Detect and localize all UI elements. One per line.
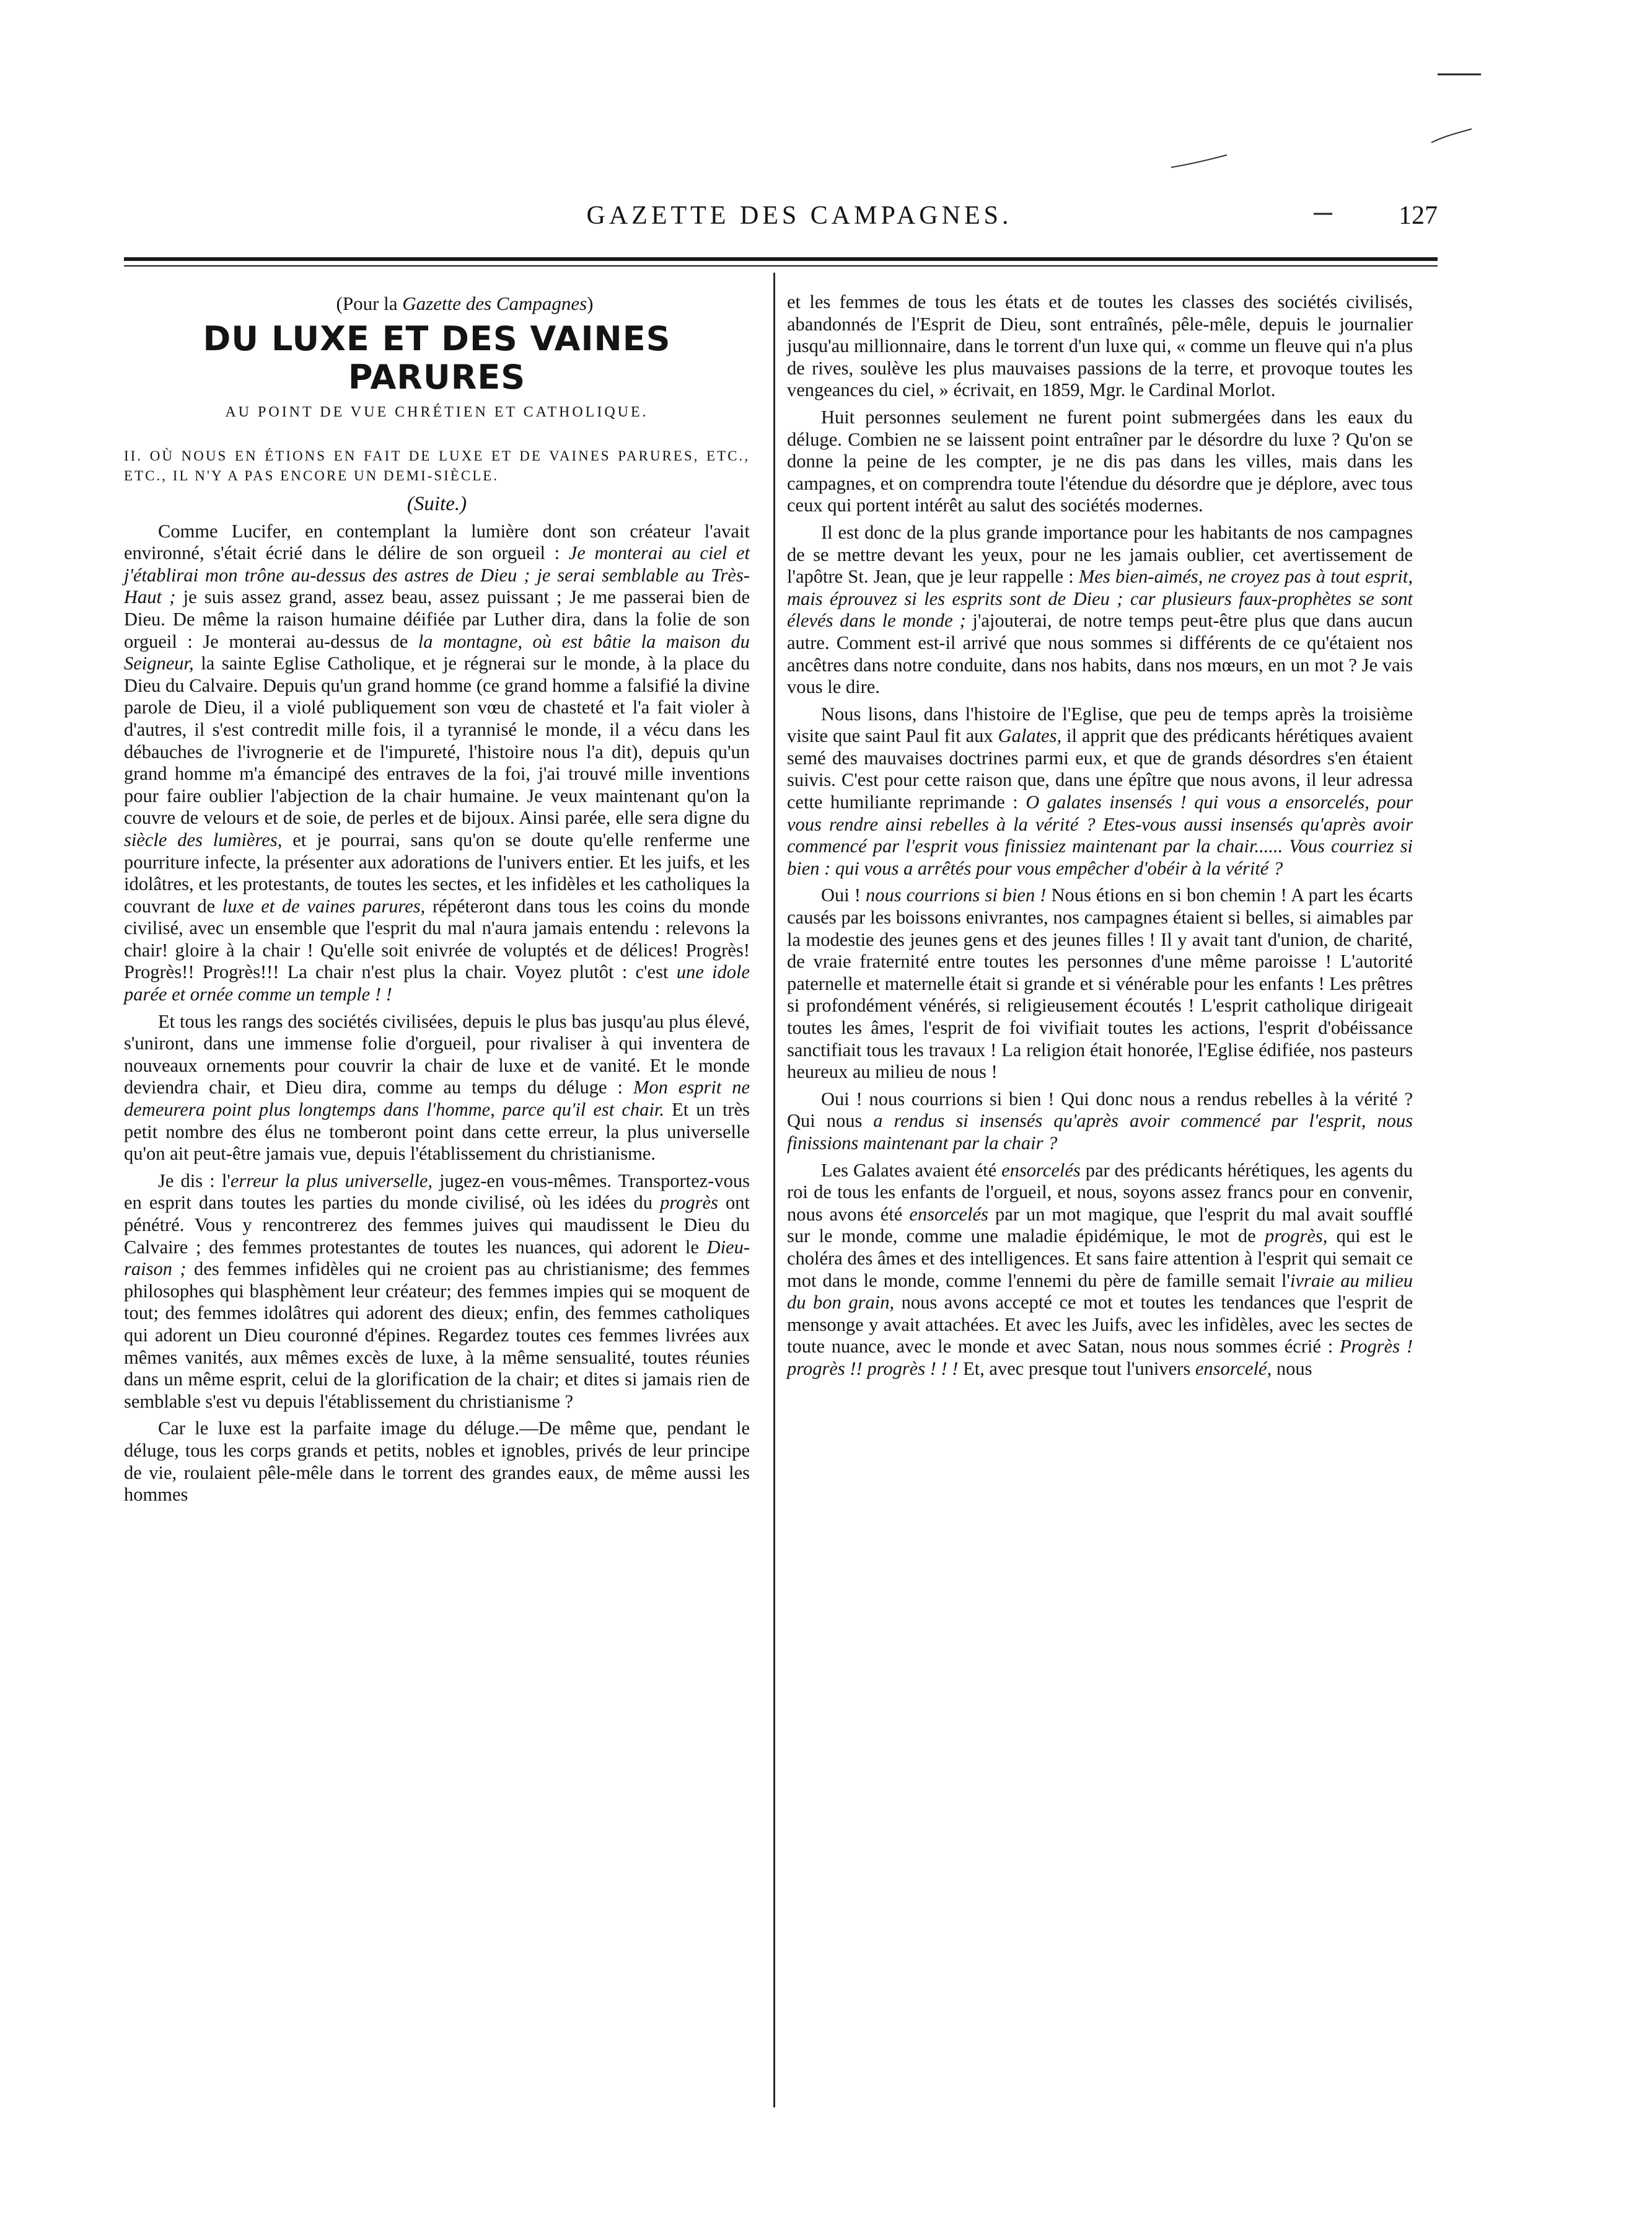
suite-label: (Suite.)	[406, 492, 467, 515]
text-run: Et, avec presque tout l'univers	[958, 1357, 1195, 1379]
source-line	[124, 291, 750, 316]
text-run: par un mot magique, que l'esprit du mal avait soufflé sur le monde, comme une maladie épidémique, le mot de	[787, 1203, 1413, 1247]
paragraph	[787, 885, 1413, 1083]
source-name: Gazette des Campagnes	[402, 293, 587, 314]
italic-run: Dieu-raison ;	[124, 1236, 750, 1280]
text-run: jugez-en vous-mêmes. Transportez-vous en esprit dans toutes les parties du monde civilisé, où les idées du	[124, 1170, 750, 1214]
header-rule-thick	[124, 257, 1438, 261]
header-rule-thin	[124, 265, 1438, 267]
text-run: Il est donc de la plus grande importance pour les habitants de nos campagnes de se mettre devant les yeux, pour ne les jamais oublier, cet avertissement de l'apôtre St. Jean, que je leur rappelle :	[787, 521, 1413, 588]
paragraph	[124, 1011, 750, 1165]
paragraph	[124, 521, 750, 1006]
italic-run: erreur la plus universelle,	[230, 1170, 433, 1191]
left-column	[124, 291, 750, 1511]
text-run: Et tous les rangs des sociétés civilisées, depuis le plus bas jusqu'au plus élevé, s'uniront, dans une immense folie d'orgueil, pour rivaliser à qui inventera de nouveaux ornements pour couvrir la chair de luxe et de vanité. Et le monde deviendra chair, et Dieu dira, comme au temps du déluge :	[124, 1010, 750, 1098]
running-head	[124, 191, 1438, 240]
text-run: qui est le choléra des âmes et des intelligences. Et sans faire attention à l'esprit qui semait ce mot dans le monde, comme l'ennemi du père de famille semait l'	[787, 1225, 1413, 1291]
source-suffix: )	[587, 293, 594, 314]
text-run: et les femmes de tous les états et de toutes les classes des sociétés civilisés, abandonnés de l'Esprit de Dieu, sont entraînés, pêle-mêle, depuis le journalier jusqu'au millionnaire, dans le torrent d'un luxe qui, « comme un fleuve qui n'a plus de rives, soulève les plus mauvaises passions de la terre, et provoque toutes les vengeances du ciel, » écrivait, en 1859, Mgr. le Cardinal Morlot.	[787, 291, 1413, 401]
column-divider	[773, 273, 775, 2107]
italic-run: ensorcelé,	[1195, 1357, 1272, 1379]
text-run: répéteront dans tous les coins du monde civilisé, avec un ensemble que l'esprit du mal n'aura jamais entendu : relevons la chair! gloire à la chair ! Qu'elle soit enivrée de voluptés et de délices! Progrès! Progrès!! Progrès!!! La chair n'est plus la chair. Voyez plutôt : c'est	[124, 895, 750, 983]
italic-run: Galates,	[998, 725, 1062, 747]
text-run: et je pourrai, sans qu'on se doute qu'elle renferme une pourriture infecte, la présenter aux adorations de l'univers entier. Et les juifs, et les idolâtres, et les protestants, de toutes les sectes, et les infidèles et les catholiques la couvrant de	[124, 829, 750, 917]
paragraph	[124, 1170, 750, 1413]
italic-run: progrès	[660, 1192, 718, 1214]
text-run: je suis assez grand, assez beau, assez puissant ; Je me passerai bien de Dieu. De même la raison humaine déifiée par Luther dira, dans la folie de son orgueil : Je monterai au-dessus de	[124, 586, 750, 652]
italic-run: ivraie au milieu du bon grain,	[787, 1269, 1413, 1313]
text-run: il apprit que des prédicants hérétiques avaient semé des mauvaises doctrines parmi eux, et que de grands désordres s'en étaient suivis. C'est pour cette raison que, dans une épître que nous avons, il leur adressa cette humiliante reprimande :	[787, 725, 1413, 813]
stray-dash	[1307, 208, 1345, 220]
italic-run: a rendus si insensés qu'après avoir commencé par l'esprit, nous finissions maintenant par la chair ?	[787, 1110, 1413, 1154]
paragraph	[787, 1160, 1413, 1380]
italic-run: luxe et de vaines parures,	[222, 895, 426, 917]
stray-ink-marks	[1413, 56, 1487, 167]
article-subtitle: AU POINT DE VUE CHRÉTIEN ET CATHOLIQUE.	[225, 404, 649, 420]
italic-run: Mes bien-aimés, ne croyez pas à tout esprit, mais éprouvez si les esprits sont de Dieu ; car plusieurs faux-prophètes se sont élevés dans le monde ;	[787, 566, 1413, 632]
text-run: ont pénétré. Vous y rencontrerez des femmes juives qui maudissent le Dieu du Calvaire ; des femmes protestantes de toutes les nuances, qui adorent le	[124, 1192, 750, 1258]
paragraph	[787, 407, 1413, 517]
text-run: Les Galates avaient été	[821, 1159, 1002, 1181]
italic-run: la montagne, où est bâtie la maison du Seigneur,	[124, 630, 750, 674]
article-title: DU LUXE ET DES VAINES PARURES	[203, 319, 671, 397]
italic-run: une idole parée et ornée comme un temple ! !	[124, 961, 750, 1005]
text-run: des femmes infidèles qui ne croient pas au christianisme; des femmes philosophes qui blasphèment leur créateur; des femmes impies qui se moquent de tout; des femmes idolâtres qui adorent des dieux; enfin, des femmes catholiques qui adorent un Dieu couronné d'épines. Regardez toutes ces femmes livrées aux mêmes vanités, aux mêmes excès de luxe, à la même sensualité, toutes réunies dans un même esprit, celui de la glorification de la chair; et dites si jamais rien de semblable s'est vu depuis l'établissement du christianisme ?	[124, 1258, 750, 1412]
page-number: 127	[1399, 201, 1438, 230]
stray-ink-mark	[1165, 143, 1239, 180]
text-run: Car le luxe est la parfaite image du déluge.—De même que, pendant le déluge, tous les corps grands et petits, nobles et ignobles, privés de leur principe de vie, roulaient pêle-mêle dans le torrent des grandes eaux, de même aussi les hommes	[124, 1418, 750, 1506]
text-run: la sainte Eglise Catholique, et je régnerai sur le monde, à la place du Dieu du Calvaire. Depuis qu'un grand homme (ce grand homme a falsifié la divine parole de Dieu, il a violé publiquement son vœu de chasteté et l'a fait violer à d'autres, il s'est contredit mille fois, il a tyrannisé le monde, il a vécu dans les débauches de l'ivrognerie et de l'impureté, l'histoire nous l'a dit), depuis qu'un grand homme m'a émancipé des entraves de la foi, j'ai trouvé mille inventions pour faire oublier l'abjection de la chair humaine. Je veux maintenant qu'on la couvre de velours et de soie, de perles et de bijoux. Ainsi parée, elle sera digne du	[124, 653, 750, 829]
text-run: Comme Lucifer, en contemplant la lumière dont son créateur l'avait environné, s'était écrié dans le délire de son orgueil :	[124, 520, 750, 564]
italic-run: ensorcelés	[1001, 1159, 1081, 1181]
text-run: Huit personnes seulement ne furent point submergées dans les eaux du déluge. Combien ne se laissent point entraîner par le désordre du luxe ? Qu'on se donne la peine de les compter, je ne dis pas dans les villes, mais dans les campagnes, et on comprendra toute l'étendue du désordre que je déplore, avec tous ceux qui portent intérêt au salut des sociétés modernes.	[787, 406, 1413, 516]
italic-run: O galates insensés ! qui vous a ensorcelés, pour vous rendre ainsi rebelles à la vérité ? Etes-vous aussi insensés qu'après avoir commencé par l'esprit vous finissiez maintenant par la chair...... Vous courriez si bien : qui vous a arrêtés pour vous empêcher d'obéir à la vérité ?	[787, 792, 1413, 879]
source-prefix: (Pour la	[336, 293, 403, 314]
text-run: Oui ! nous courrions si bien ! Qui donc nous a rendus rebelles à la vérité ? Qui nous	[787, 1088, 1413, 1132]
text-run: j'ajouterai, de notre temps peut-être plus que dans aucun autre. Comment est-il arrivé que nous sommes si différents de ce qu'étaient nos ancêtres dans notre conduite, dans nos habits, dans nos mœurs, en un mot ? Je vais vous le dire.	[787, 610, 1413, 698]
italic-run: siècle des lumières,	[124, 829, 283, 850]
italic-run: Progrès ! progrès !! progrès ! ! !	[787, 1336, 1413, 1379]
paragraph	[124, 1418, 750, 1506]
text-run: Oui !	[821, 885, 866, 906]
running-title: GAZETTE DES CAMPAGNES.	[586, 201, 1013, 230]
text-run: Je dis : l'	[158, 1170, 231, 1191]
text-run: nous avons accepté ce mot et toutes les tendances que l'esprit de mensonge y avait attachées. Et avec les Juifs, avec les infidèles, avec les sectes de toute nuance, avec le monde et avec Satan, nous nous sommes écrié :	[787, 1292, 1413, 1357]
text-run: Nous étions en si bon chemin ! A part les écarts causés par les boissons enivrantes, nos campagnes étaient si belles, si aimables par la modestie des jeunes gens et des jeunes filles ! Il y avait tant d'union, de charité, de vraie fraternité entre toutes les personnes d'une même paroisse ! L'autorité paternelle et maternelle était si grande et si vénérable pour les enfants ! Les prêtres si profondément vénérés, si religieusement écoutés ! L'esprit catholique dirigeait toutes les âmes, l'esprit de foi vivifiait toutes les actions, l'esprit d'obéissance sanctifiait tous les travaux ! La religion était honorée, l'Eglise édifiée, nos pasteurs heureux au milieu de nous !	[787, 885, 1413, 1083]
italic-run: Je monterai au ciel et j'établirai mon trône au-dessus des astres de Dieu ; je serai semblable au Très-Haut ;	[124, 542, 750, 608]
section-heading: II. OÙ NOUS EN ÉTIONS EN FAIT DE LUXE ET DE VAINES PARURES, ETC., ETC., IL N'Y A PAS ENCORE UN DEMI-SIÈCLE.	[124, 448, 750, 483]
text-run: par des prédicants hérétiques, les agents du roi de tous les enfants de l'orgueil, et nous, soyons assez francs pour en convenir, nous avons été	[787, 1159, 1413, 1225]
text-run: Nous lisons, dans l'histoire de l'Eglise, que peu de temps après la troisième visite que saint Paul fit aux	[787, 703, 1413, 747]
text-run: Et un très petit nombre des élus ne tomberont point dans cette erreur, la plus universelle qu'on ait peut-être jamais vue, depuis l'établissement du christianisme.	[124, 1099, 750, 1165]
right-column	[787, 291, 1413, 1385]
paragraph	[787, 291, 1413, 402]
italic-run: ensorcelés	[909, 1203, 988, 1225]
italic-run: nous courrions si bien !	[866, 885, 1047, 906]
paragraph	[787, 522, 1413, 699]
paragraph	[787, 1088, 1413, 1155]
italic-run: progrès,	[1264, 1225, 1328, 1247]
text-run: nous	[1272, 1357, 1312, 1379]
paragraph	[787, 704, 1413, 880]
italic-run: Mon esprit ne demeurera point plus longtemps dans l'homme, parce qu'il est chair.	[124, 1077, 750, 1121]
